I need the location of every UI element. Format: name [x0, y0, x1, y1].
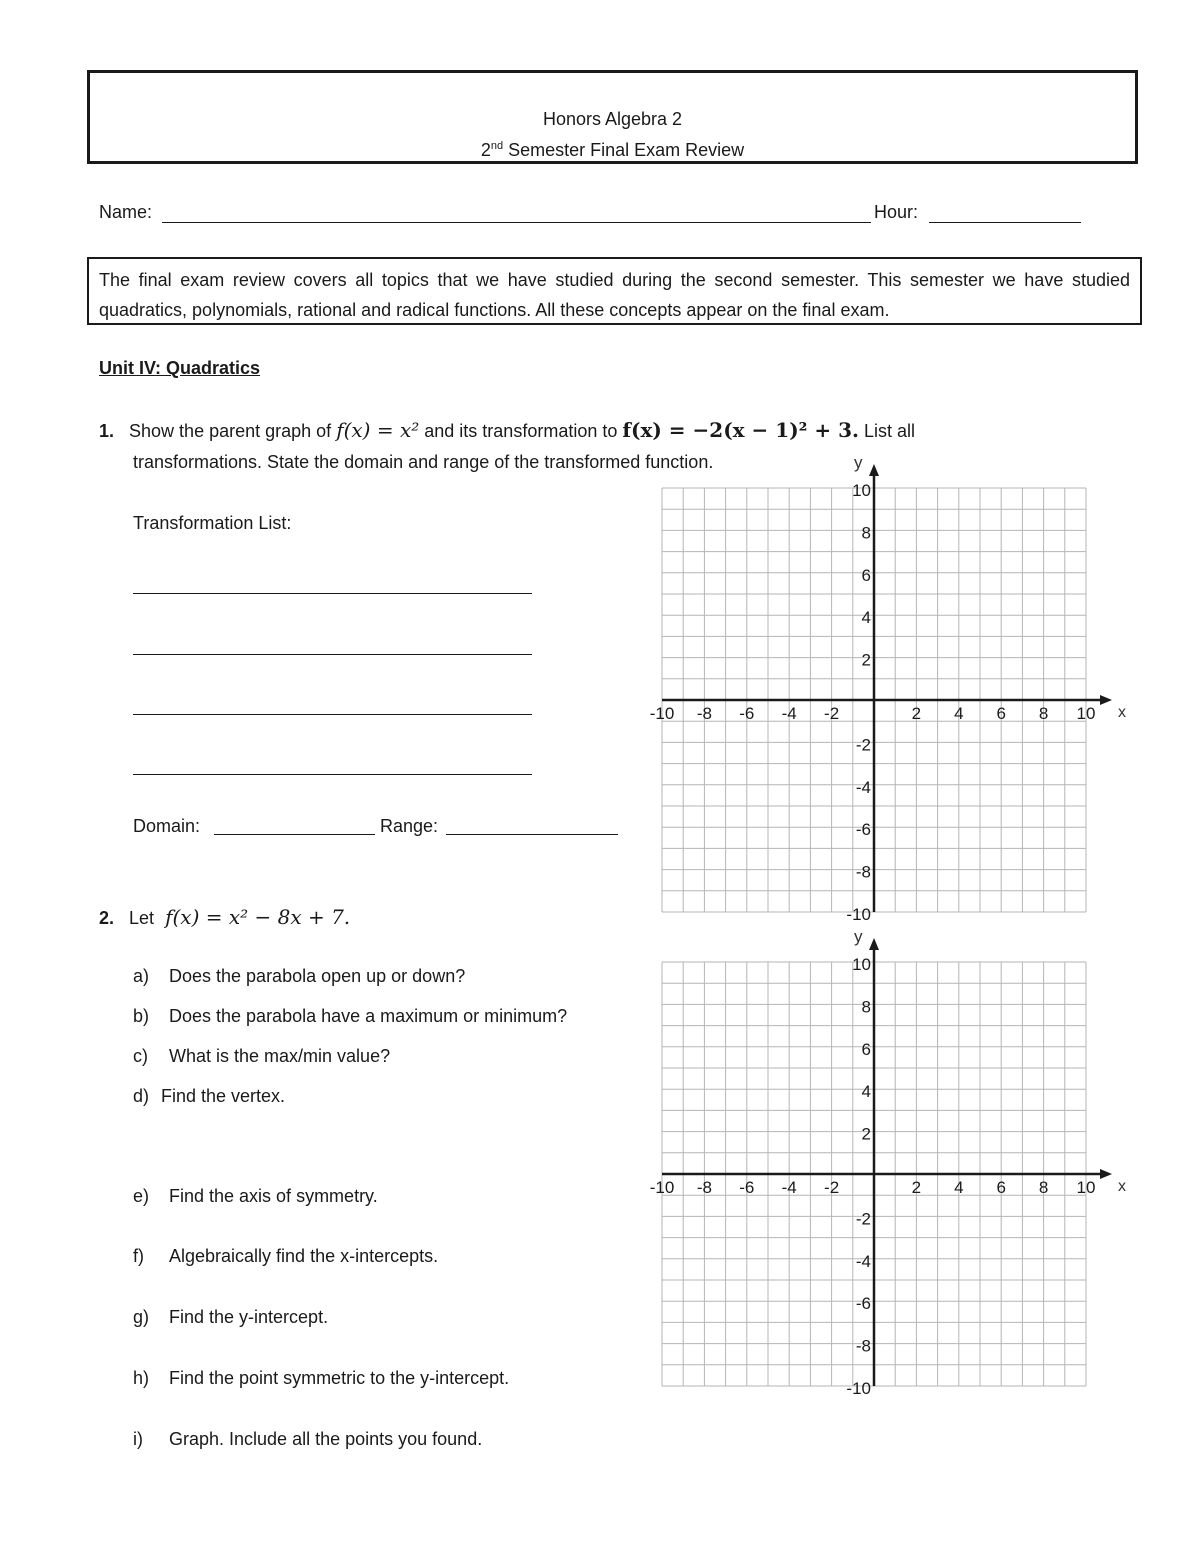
x-tick-label: -8 [696, 704, 712, 723]
y-tick-label: 8 [861, 997, 871, 1017]
q1-prompt [99, 418, 915, 442]
y-axis-arrow [869, 464, 879, 476]
x-tick-label: -8 [696, 1178, 712, 1197]
y-tick-label: 2 [861, 650, 871, 670]
q1-text-b: and its transformation to [424, 421, 618, 441]
q2-part-text: Find the y-intercept. [169, 1307, 329, 1327]
q1-text-a: Show the parent graph of [129, 421, 332, 441]
q1-line2: transformations. State the domain and range of the transformed function. [133, 452, 714, 472]
course-title: Honors Algebra 2 [542, 109, 683, 129]
exam-subtitle [90, 140, 1135, 161]
x-tick-label: 8 [1038, 1178, 1049, 1197]
q2-part-label: e) [133, 1186, 150, 1206]
q2-part-label: i) [133, 1429, 143, 1449]
x-axis-label: x [1118, 704, 1126, 721]
q2-part-d [133, 1086, 285, 1107]
x-tick-label: 8 [1038, 704, 1049, 723]
x-tick-label: -6 [739, 1178, 755, 1197]
domain-label: Domain: [133, 816, 201, 836]
y-axis-arrow [869, 938, 879, 950]
name-field[interactable] [162, 222, 871, 223]
y-tick-label: 4 [861, 608, 871, 628]
transformation-line-3[interactable] [133, 714, 532, 715]
x-tick-label: 10 [1076, 1178, 1096, 1197]
y-tick-label: -2 [855, 1209, 871, 1229]
subtitle-text: Semester Final Exam Review [508, 140, 745, 160]
q2-part-label: h) [133, 1368, 150, 1388]
x-tick-label: 6 [996, 704, 1006, 723]
x-tick-label: 4 [954, 704, 964, 723]
x-tick-label: 2 [911, 704, 922, 723]
y-tick-label: 4 [861, 1082, 871, 1102]
x-axis-label: x [1118, 1178, 1126, 1195]
y-tick-label: 6 [861, 565, 871, 585]
intro-text: The final exam review covers all topics that we have studied during the second semester. This semester we have studied quadratics, polynomials, rational and radical functions. All these concepts appear on the final exam. [87, 257, 1142, 325]
q2-part-label: d) [133, 1086, 150, 1106]
ordinal-suffix: nd [490, 140, 504, 152]
q1-number: 1. [99, 421, 115, 441]
q2-part-c [133, 1046, 390, 1067]
q2-part-text: Find the point symmetric to the y-intercept. [169, 1368, 510, 1388]
y-tick-label: 10 [852, 955, 871, 974]
y-tick-label: -10 [846, 1379, 871, 1394]
transformation-list-label: Transformation List: [133, 513, 292, 533]
unit-title: Unit IV: Quadratics [99, 358, 261, 378]
q2-math: f(x) = x² − 8x + 7. [165, 905, 351, 929]
y-tick-label: 2 [861, 1124, 871, 1144]
title-box [87, 70, 1138, 164]
q2-part-b [133, 1006, 567, 1027]
q2-number: 2. [99, 908, 115, 928]
q2-part-g [133, 1307, 328, 1328]
x-tick-label: -4 [781, 704, 797, 723]
coordinate-grid-1[interactable] [640, 448, 1130, 920]
q2-part-text: Does the parabola have a maximum or minimum? [169, 1006, 568, 1026]
q2-part-text: Algebraically find the x-intercepts. [169, 1246, 439, 1266]
x-tick-label: 4 [954, 1178, 964, 1197]
y-tick-label: -10 [846, 905, 871, 920]
hour-label: Hour: [874, 202, 919, 222]
domain-field[interactable] [214, 834, 375, 835]
ordinal-number: 2 [480, 140, 491, 160]
y-tick-label: -8 [855, 862, 871, 882]
x-axis-arrow [1100, 695, 1112, 705]
x-tick-label: -2 [824, 1178, 840, 1197]
q2-part-h [133, 1368, 509, 1389]
q2-part-text: Find the vertex. [161, 1086, 286, 1106]
transformation-line-4[interactable] [133, 774, 532, 775]
q2-part-e [133, 1186, 378, 1207]
q2-prompt [99, 905, 350, 929]
q2-part-f [133, 1246, 438, 1267]
q2-part-label: a) [133, 966, 150, 986]
q1-math-parent: f(x) = x² [336, 418, 420, 442]
x-tick-label: -2 [824, 704, 840, 723]
q2-part-label: c) [133, 1046, 148, 1066]
q2-part-a [133, 966, 465, 987]
y-tick-label: -6 [855, 820, 871, 840]
hour-field[interactable] [929, 222, 1081, 223]
y-tick-label: -4 [855, 1251, 871, 1271]
x-tick-label: 6 [996, 1178, 1006, 1197]
q2-part-label: f) [133, 1246, 144, 1266]
x-tick-label: 10 [1076, 704, 1096, 723]
y-tick-label: -8 [855, 1336, 871, 1356]
range-label: Range: [380, 816, 439, 836]
q2-part-text: Graph. Include all the points you found. [169, 1429, 483, 1449]
x-tick-label: -6 [739, 704, 755, 723]
x-tick-label: -10 [649, 1178, 675, 1197]
x-tick-label: 2 [911, 1178, 922, 1197]
q2-part-text: Does the parabola open up or down? [169, 966, 466, 986]
coordinate-grid-2[interactable] [640, 922, 1130, 1394]
q2-part-i [133, 1429, 482, 1450]
transformation-line-1[interactable] [133, 593, 532, 594]
y-tick-label: -2 [855, 735, 871, 755]
q2-part-label: g) [133, 1307, 150, 1327]
x-tick-label: -10 [649, 704, 675, 723]
x-axis-arrow [1100, 1169, 1112, 1179]
x-tick-label: -4 [781, 1178, 797, 1197]
y-tick-label: 10 [852, 481, 871, 500]
q2-let: Let [129, 908, 155, 928]
q1-text-c: List all [864, 421, 916, 441]
q2-part-label: b) [133, 1006, 150, 1026]
range-field[interactable] [446, 834, 618, 835]
y-axis-label: y [854, 453, 863, 472]
name-label: Name: [99, 202, 153, 222]
y-tick-label: -4 [855, 777, 871, 797]
transformation-line-2[interactable] [133, 654, 532, 655]
q2-part-text: What is the max/min value? [169, 1046, 391, 1066]
y-tick-label: 8 [861, 523, 871, 543]
y-tick-label: 6 [861, 1039, 871, 1059]
q2-part-text: Find the axis of symmetry. [169, 1186, 378, 1206]
y-axis-label: y [854, 927, 863, 946]
q1-math-transformed: f(x) = −2(x − 1)² + 3. [622, 418, 859, 442]
y-tick-label: -6 [855, 1294, 871, 1314]
